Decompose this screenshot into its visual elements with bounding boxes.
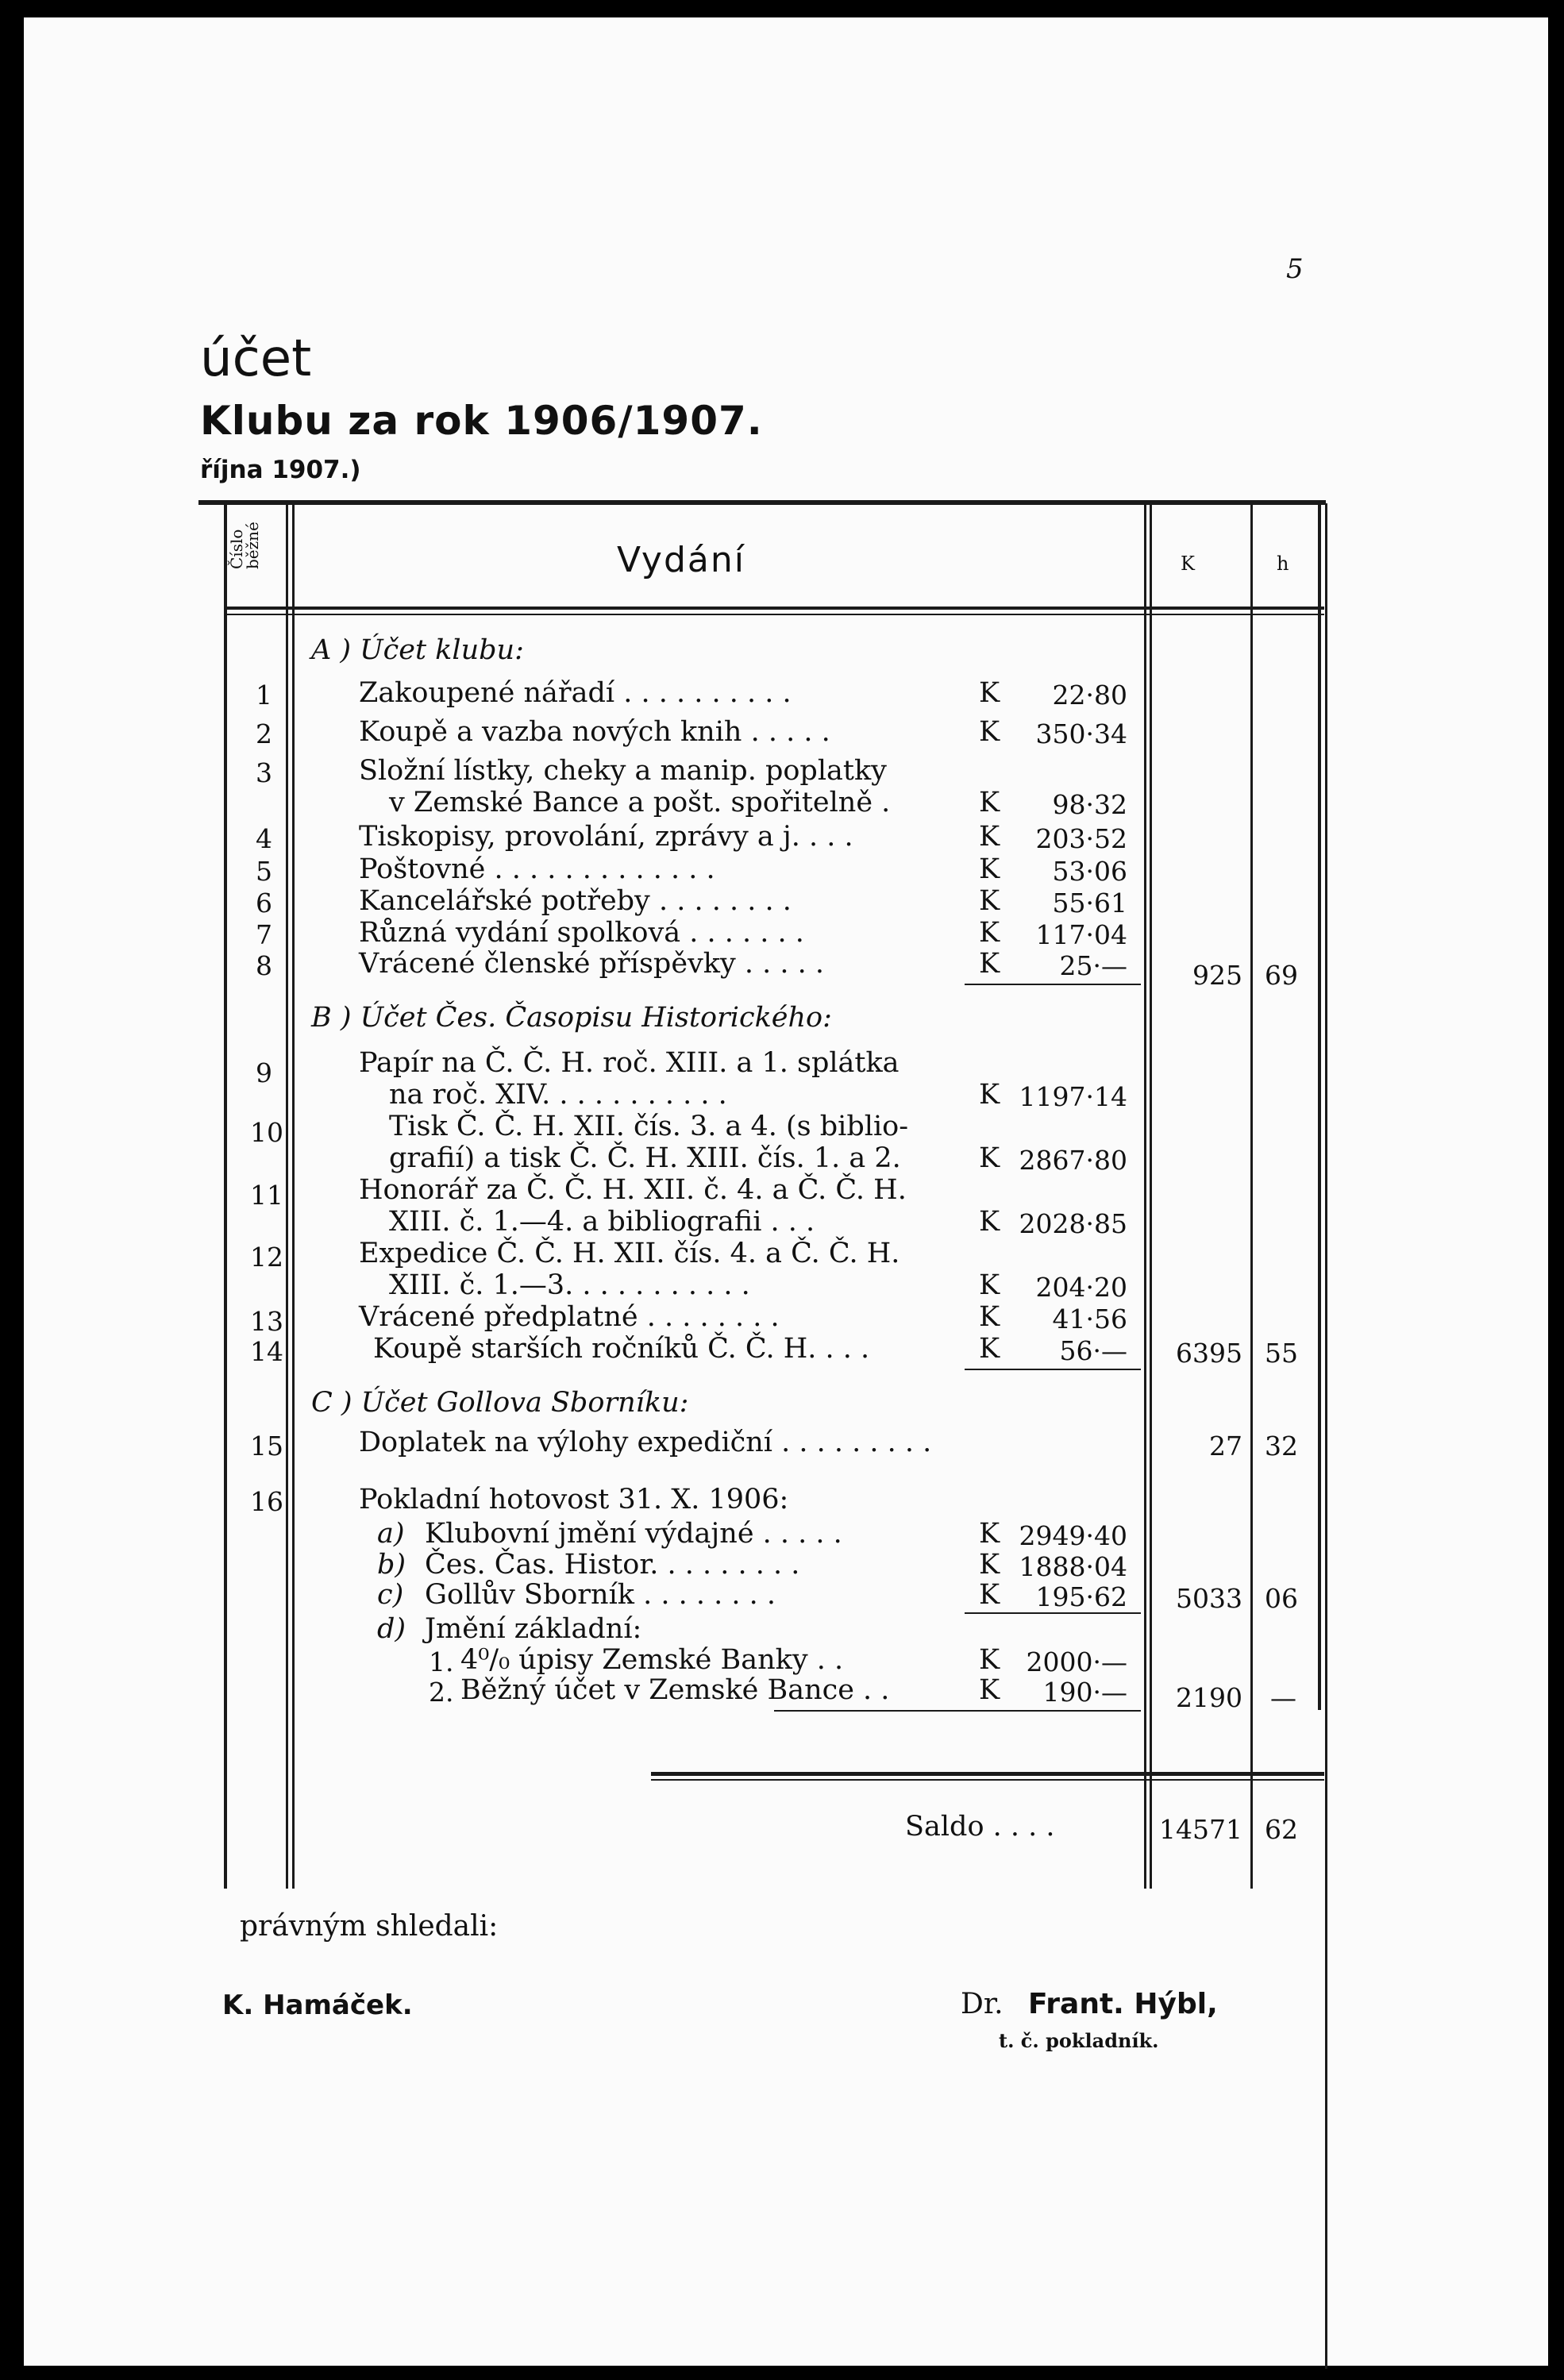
row-amount: 56·— (1059, 1335, 1127, 1366)
grand-total-rule-2 (651, 1779, 1324, 1781)
section-total-k: 27 (1209, 1431, 1242, 1462)
row-number: 6 (256, 888, 272, 918)
currency-k: K (979, 1549, 1000, 1581)
row-description-cont: XIII. č. 1.—3. . . . . . . . . . . (389, 1269, 750, 1301)
row-description: Koupě a vazba nových knih . . . . . (359, 716, 830, 748)
subtotal-rule (965, 1612, 1141, 1614)
row-description: 4⁰/₀ úpisy Zemské Banky . . (460, 1644, 844, 1676)
row-amount: 195·62 (1035, 1581, 1127, 1612)
row-number: 13 (250, 1306, 283, 1337)
section-total-k: 2190 (1176, 1682, 1242, 1713)
section-total-h: 69 (1265, 960, 1298, 991)
row-amount: 1888·04 (1019, 1551, 1127, 1582)
currency-k: K (979, 1269, 1000, 1301)
column-header-h: h (1277, 553, 1289, 575)
header-rule-2 (224, 614, 1324, 615)
signature-right-role: t. č. pokladník. (999, 2029, 1159, 2052)
currency-k: K (979, 1079, 1000, 1111)
row-description-cont: XIII. č. 1.—4. a bibliografii . . . (389, 1206, 815, 1238)
row-number: 10 (250, 1117, 283, 1148)
signature-right-prefix: Dr. (961, 1988, 1004, 2020)
section-a-heading: A ) Účet klubu: (311, 634, 524, 666)
outer-right-rule (1325, 503, 1327, 2369)
row-description: Tiskopisy, provolání, zprávy a j. . . . (359, 821, 853, 853)
currency-k: K (979, 1206, 1000, 1238)
row-description-cont: v Zemské Bance a pošt. spořitelně . (389, 787, 891, 818)
k-column-rule (1144, 503, 1146, 1889)
row-description: Doplatek na výlohy expediční . . . . . . . . . (359, 1427, 932, 1458)
row-description: Jmění základní: (425, 1613, 642, 1645)
section-total-h: — (1270, 1682, 1296, 1713)
row-number: 14 (250, 1336, 283, 1367)
row-description: Běžný účet v Zemské Bance . . (460, 1674, 890, 1706)
row-amount: 2867·80 (1019, 1145, 1127, 1176)
row-description: Čes. Čas. Histor. . . . . . . . . (425, 1549, 800, 1581)
row-description: Klubovní jmění výdajné . . . . . (425, 1518, 842, 1550)
currency-k: K (979, 1142, 1000, 1174)
row-description: Expedice Č. Č. H. XII. čís. 4. a Č. Č. H. (359, 1238, 900, 1269)
row-amount: 25·— (1059, 950, 1127, 981)
row-description: Tisk Č. Č. H. XII. čís. 3. a 4. (s biblio- (389, 1111, 909, 1142)
row-amount: 2000·— (1026, 1646, 1127, 1677)
item-label: 1. (429, 1646, 454, 1677)
subtotal-rule (965, 984, 1141, 985)
row-amount: 41·56 (1052, 1304, 1127, 1334)
row-amount: 22·80 (1052, 680, 1127, 711)
row-amount: 350·34 (1035, 718, 1127, 749)
item-label: a) (377, 1518, 405, 1550)
row-number: 12 (250, 1242, 283, 1273)
currency-k: K (979, 1644, 1000, 1676)
row-number: 1 (256, 680, 272, 711)
grand-total-rule (651, 1772, 1324, 1776)
section-total-k: 5033 (1176, 1583, 1242, 1614)
subtotal-rule (965, 1369, 1141, 1370)
document-page (24, 17, 1548, 2366)
header-date: října 1907.) (200, 456, 361, 484)
row-description: Složní lístky, cheky a manip. poplatky (359, 755, 887, 787)
section-c-heading: C ) Účet Gollova Sborníku: (311, 1387, 689, 1419)
row-amount: 98·32 (1052, 789, 1127, 820)
currency-k: K (979, 917, 1000, 949)
currency-k: K (979, 853, 1000, 885)
row-description: Vrácené členské příspěvky . . . . . (359, 948, 825, 980)
page-title: účet (200, 329, 312, 388)
row-amount: 55·61 (1052, 888, 1127, 918)
row-number: 9 (256, 1057, 272, 1088)
section-total-h: 55 (1265, 1338, 1298, 1369)
row-number: 3 (256, 757, 272, 788)
page-subtitle: Klubu za rok 1906/1907. (200, 398, 763, 444)
column-header-expense: Vydání (617, 540, 745, 580)
row-description: Vrácené předplatné . . . . . . . . (359, 1301, 780, 1333)
item-label: b) (377, 1549, 406, 1581)
row-amount: 2949·40 (1019, 1520, 1127, 1551)
currency-k: K (979, 885, 1000, 917)
row-description-cont: grafií) a tisk Č. Č. H. XIII. čís. 1. a 2. (389, 1142, 901, 1174)
saldo-label: Saldo . . . . (905, 1811, 1055, 1843)
row-number: 4 (256, 823, 272, 854)
row-description: Poštovné . . . . . . . . . . . . . (359, 853, 715, 885)
section-b-heading: B ) Účet Čes. Časopisu Historického: (311, 1002, 832, 1034)
row-description: Pokladní hotovost 31. X. 1906: (359, 1484, 789, 1515)
section-total-k: 6395 (1176, 1338, 1242, 1369)
column-header-k: K (1181, 553, 1195, 575)
currency-k: K (979, 821, 1000, 853)
row-number: 11 (250, 1180, 283, 1211)
k-column-rule-2 (1150, 503, 1152, 1889)
row-description: Koupě starších ročníků Č. Č. H. . . . (373, 1333, 870, 1365)
row-number: 5 (256, 856, 272, 887)
row-amount: 117·04 (1035, 919, 1127, 950)
signature-left: K. Hamáček. (222, 1989, 413, 2021)
audit-note: právným shledali: (240, 1910, 499, 1943)
row-amount: 190·— (1042, 1677, 1127, 1708)
row-amount: 2028·85 (1019, 1208, 1127, 1239)
row-description: Honorář za Č. Č. H. XII. č. 4. a Č. Č. H. (359, 1174, 907, 1206)
page-mark: 5 (1286, 253, 1304, 285)
currency-k: K (979, 1301, 1000, 1333)
section-total-h: 06 (1265, 1583, 1298, 1614)
table-left-border (224, 503, 227, 1889)
currency-k: K (979, 1518, 1000, 1550)
row-amount: 1197·14 (1019, 1081, 1127, 1112)
row-description: Zakoupené nářadí . . . . . . . . . . (359, 677, 792, 709)
h-column-rule (1250, 503, 1253, 1889)
saldo-total-k: 14571 (1159, 1814, 1242, 1845)
currency-k: K (979, 1674, 1000, 1706)
column-header-number: Číslo běžné (227, 522, 262, 569)
subtotal-rule (774, 1710, 1141, 1712)
row-amount: 204·20 (1035, 1272, 1127, 1303)
row-description: Různá vydání spolková . . . . . . . (359, 917, 804, 949)
row-amount: 53·06 (1052, 856, 1127, 887)
row-description-cont: na roč. XIV. . . . . . . . . . . (389, 1079, 727, 1111)
row-description: Kancelářské potřeby . . . . . . . . (359, 885, 792, 917)
currency-k: K (979, 1333, 1000, 1365)
row-number: 16 (250, 1486, 283, 1517)
row-number: 7 (256, 919, 272, 950)
table-right-border (1318, 503, 1321, 1710)
number-column-rule-2 (292, 503, 295, 1889)
row-description: Papír na Č. Č. H. roč. XIII. a 1. splátka (359, 1047, 899, 1079)
item-label: d) (377, 1613, 406, 1645)
row-description: Gollův Sborník . . . . . . . . (425, 1579, 776, 1611)
item-label: 2. (429, 1677, 454, 1708)
saldo-total-h: 62 (1265, 1814, 1298, 1845)
currency-k: K (979, 716, 1000, 748)
currency-k: K (979, 787, 1000, 818)
section-total-h: 32 (1265, 1431, 1298, 1462)
currency-k: K (979, 1579, 1000, 1611)
currency-k: K (979, 677, 1000, 709)
currency-k: K (979, 948, 1000, 980)
row-number: 15 (250, 1431, 283, 1462)
header-rule (224, 607, 1324, 610)
row-number: 2 (256, 718, 272, 749)
row-amount: 203·52 (1035, 823, 1127, 854)
section-total-k: 925 (1192, 960, 1242, 991)
table-top-rule (198, 500, 1326, 505)
signature-right: Frant. Hýbl, (1028, 1988, 1218, 2020)
number-column-rule (286, 503, 288, 1889)
item-label: c) (377, 1579, 404, 1611)
row-number: 8 (256, 950, 272, 981)
